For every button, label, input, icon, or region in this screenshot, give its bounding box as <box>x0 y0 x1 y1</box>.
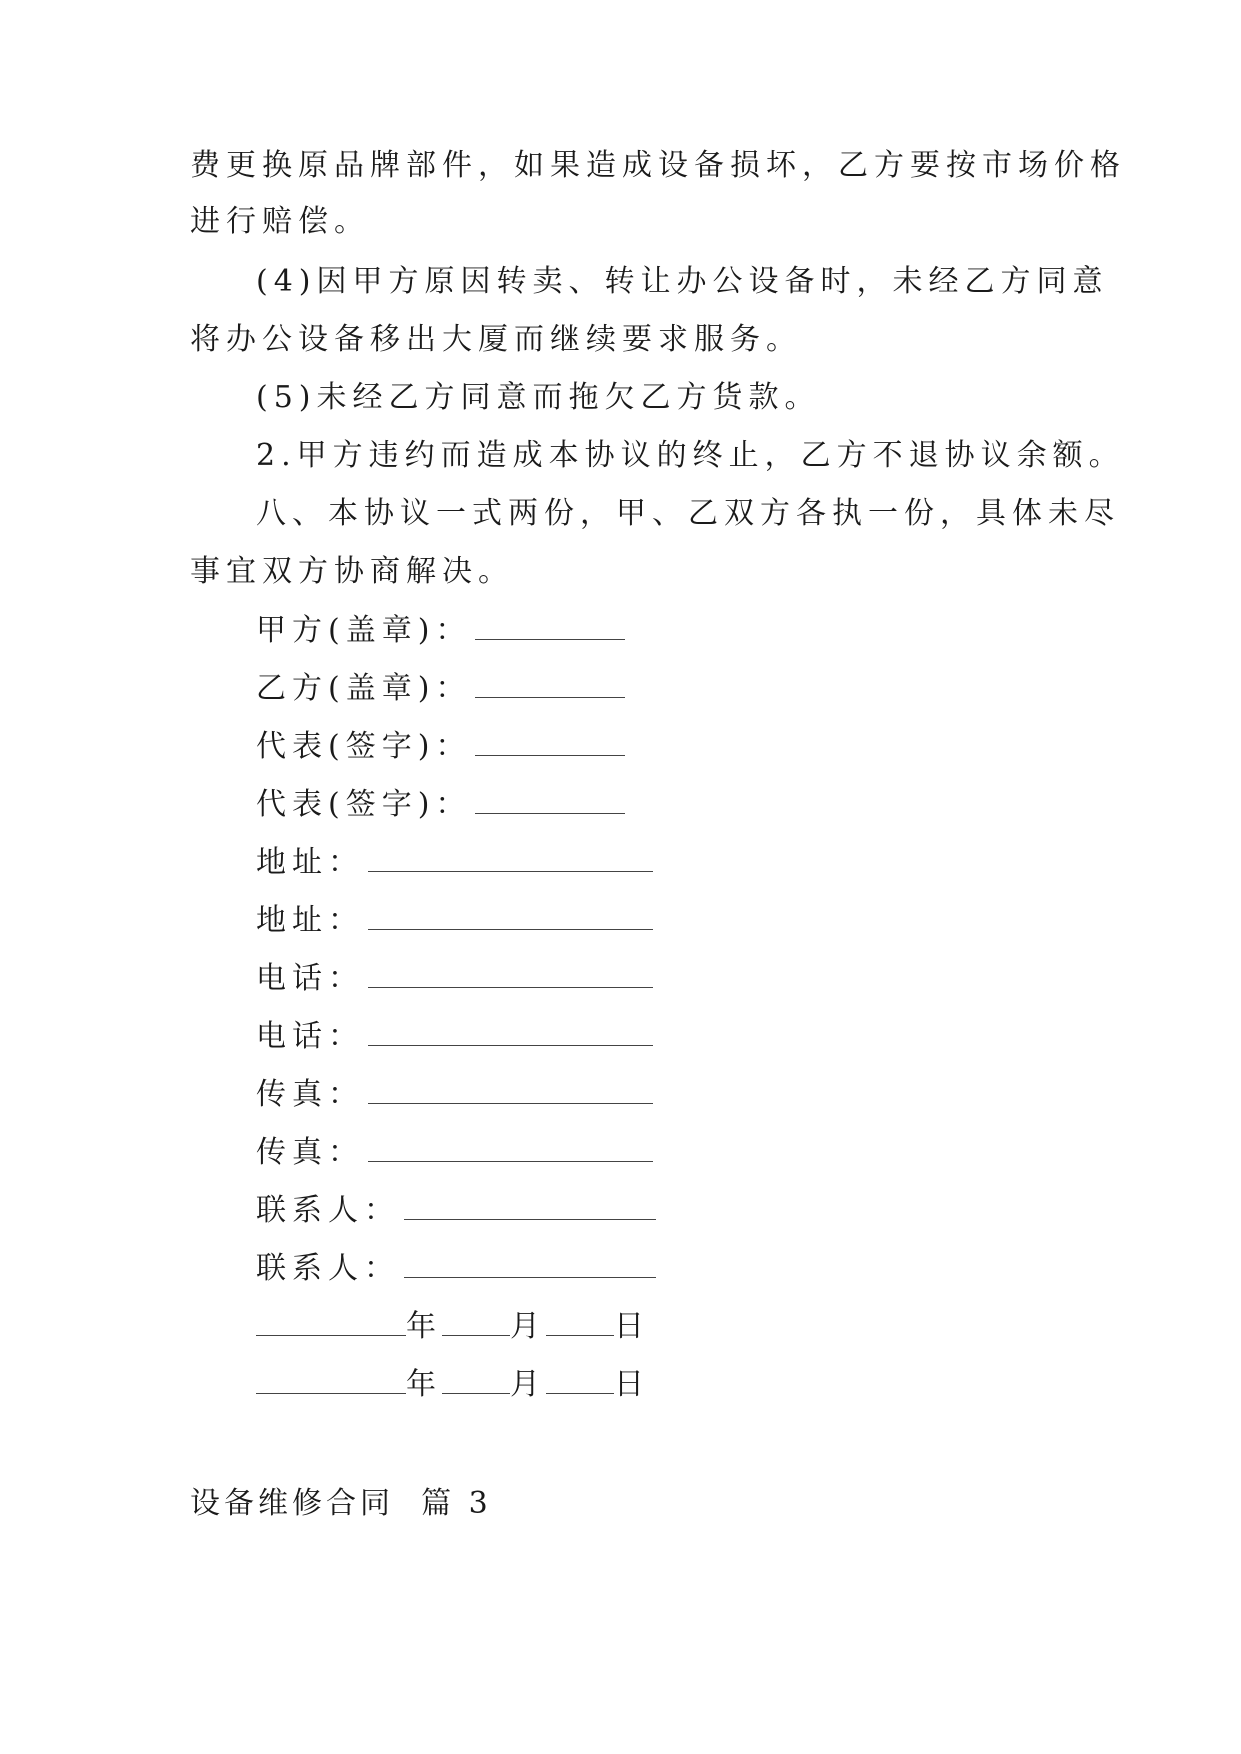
signature-blank[interactable] <box>475 671 625 698</box>
contact-blank[interactable] <box>404 1193 656 1220</box>
fax-blank[interactable] <box>368 1077 653 1104</box>
address-blank[interactable] <box>368 845 653 872</box>
contact-row <box>256 1249 656 1289</box>
contact-blank[interactable] <box>404 1251 656 1278</box>
contact-row <box>256 1191 656 1231</box>
date-row <box>256 1365 650 1405</box>
field-label: 甲方(盖章)： <box>256 613 472 648</box>
field-label: 电话： <box>256 961 364 996</box>
field-label: 联系人： <box>256 1193 400 1228</box>
phone-row <box>256 1017 653 1057</box>
signature-blank[interactable] <box>475 787 625 814</box>
day-label: 日 <box>614 1309 650 1344</box>
signature-blank[interactable] <box>475 729 625 756</box>
month-blank[interactable] <box>442 1309 510 1336</box>
paragraph-line: (4)因甲方原因转卖、转让办公设备时，未经乙方同意 <box>256 264 1109 299</box>
year-label: 年 <box>406 1367 442 1402</box>
fax-row <box>256 1133 653 1173</box>
paragraph-line: 事宜双方协商解决。 <box>190 554 514 589</box>
year-blank[interactable] <box>256 1367 406 1394</box>
year-blank[interactable] <box>256 1309 406 1336</box>
address-row <box>256 901 653 941</box>
paragraph-line: 费更换原品牌部件，如果造成设备损坏，乙方要按市场价格 <box>190 148 1126 183</box>
phone-row <box>256 959 653 999</box>
field-label: 代表(签字)： <box>256 729 472 764</box>
field-label: 地址： <box>256 845 364 880</box>
day-blank[interactable] <box>546 1309 614 1336</box>
paragraph-line: 八、本协议一式两份，甲、乙双方各执一份，具体未尽 <box>256 496 1120 531</box>
day-blank[interactable] <box>546 1367 614 1394</box>
fax-blank[interactable] <box>368 1135 653 1162</box>
month-blank[interactable] <box>442 1367 510 1394</box>
field-label: 代表(签字)： <box>256 787 472 822</box>
rep-sign-row <box>256 785 625 825</box>
field-label: 电话： <box>256 1019 364 1054</box>
fax-row <box>256 1075 653 1115</box>
month-label: 月 <box>510 1309 546 1344</box>
phone-blank[interactable] <box>368 1019 653 1046</box>
paragraph-line: 进行赔偿。 <box>190 204 370 239</box>
signature-blank[interactable] <box>475 613 625 640</box>
paragraph-line: 将办公设备移出大厦而继续要求服务。 <box>190 322 802 357</box>
field-label: 传真： <box>256 1077 364 1112</box>
month-label: 月 <box>510 1367 546 1402</box>
paragraph-line: 2.甲方违约而造成本协议的终止，乙方不退协议余额。 <box>256 438 1125 473</box>
paragraph-line: (5)未经乙方同意而拖欠乙方货款。 <box>256 380 821 415</box>
year-label: 年 <box>406 1309 442 1344</box>
field-label: 地址： <box>256 903 364 938</box>
party-b-seal-row <box>256 669 625 709</box>
rep-sign-row <box>256 727 625 767</box>
date-row <box>256 1307 650 1347</box>
field-label: 乙方(盖章)： <box>256 671 472 706</box>
phone-blank[interactable] <box>368 961 653 988</box>
address-row <box>256 843 653 883</box>
field-label: 传真： <box>256 1135 364 1170</box>
section-heading: 设备维修合同 篇 3 <box>190 1486 492 1521</box>
day-label: 日 <box>614 1367 650 1402</box>
field-label: 联系人： <box>256 1251 400 1286</box>
address-blank[interactable] <box>368 903 653 930</box>
party-a-seal-row <box>256 611 625 651</box>
